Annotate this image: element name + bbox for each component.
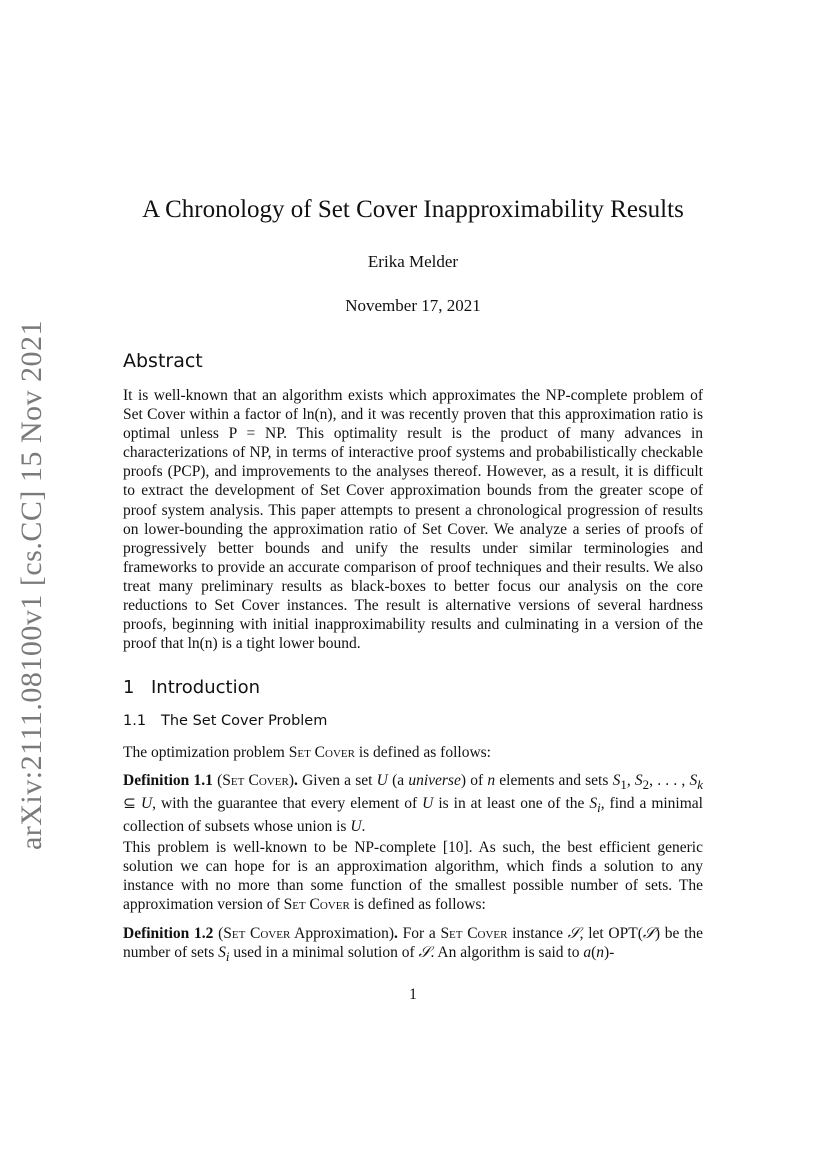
paper-date: November 17, 2021 <box>345 296 481 315</box>
abstract-text: It is well-known that an algorithm exists which approximates the NP-complete problem of Set Cover within a factor of ln(n), and it was recently proven that this approximation ratio is optimal unless P = NP. This optimality result is the product of many advances in characterizations of NP, in terms of interactive proof systems and probabilistically checkable proofs (PCP), and improvements to the analyses thereof. However, as a result, it is difficult to extract the development of Set Cover approximation bounds from the greater scope of proof system analysis. This paper attempts to present a chronological progression of results on lower-bounding the approximation ratio of Set Cover. We analyze a series of proofs of progressively better bounds and unify the results under similar terminologies and frameworks to provide an accurate comparison of proof techniques and their results. We also treat many preliminary results as black-boxes to better focus our analysis on the core reductions to Set Cover instances. The result is alternative versions of several hardness proofs, beginning with initial inapproximability results and culminating in a version of the proof that ln(n) is a tight lower bound. <box>123 387 703 653</box>
paragraph-np-complete: This problem is well-known to be NP-complete [10]. As such, the best efficient generic solution we can hope for is an approximation algorithm, which finds a solution to any instance with no more than some function of the smallest possible number of sets. The approximation version of Set Cover is defined as follows: <box>123 839 703 914</box>
subsection-heading <box>123 713 327 729</box>
definition-1-1: Definition 1.1 (Set Cover). Given a set U (a universe) of n elements and sets $S_1$, $S_2$, . . . , $S_k$ ⊆ U, with the guarantee that every element of U is in at least one of the $S_i$, find a minimal collection of subsets whose union is U. <box>123 772 703 836</box>
arxiv-identifier: arXiv:2111.08100v1 [cs.CC] 15 Nov 2021 <box>15 319 49 851</box>
intro-paragraph: The optimization problem Set Cover is defined as follows: <box>123 744 491 761</box>
definition-label: Definition 1.2 <box>123 925 214 942</box>
definition-label: Definition 1.1 <box>123 772 213 789</box>
section-title: Introduction <box>151 677 261 698</box>
subsection-title: The Set Cover Problem <box>161 713 328 729</box>
arxiv-sidebar-stamp <box>12 319 52 851</box>
subsection-number: 1.1 <box>123 713 147 729</box>
definition-1-2: Definition 1.2 (Set Cover Approximation). For a Set Cover instance 𝒮, let OPT(𝒮) be the number of sets $S_i$ used in a minimal solution of 𝒮. An algorithm is said to a(n)- <box>123 925 704 965</box>
section-number: 1 <box>123 677 135 698</box>
page-number: 1 <box>409 986 417 1003</box>
paper-title: A Chronology of Set Cover Inapproximability Results <box>142 196 684 223</box>
paper-author: Erika Melder <box>367 252 459 271</box>
abstract-heading: Abstract <box>123 350 203 372</box>
section-heading <box>123 677 260 698</box>
